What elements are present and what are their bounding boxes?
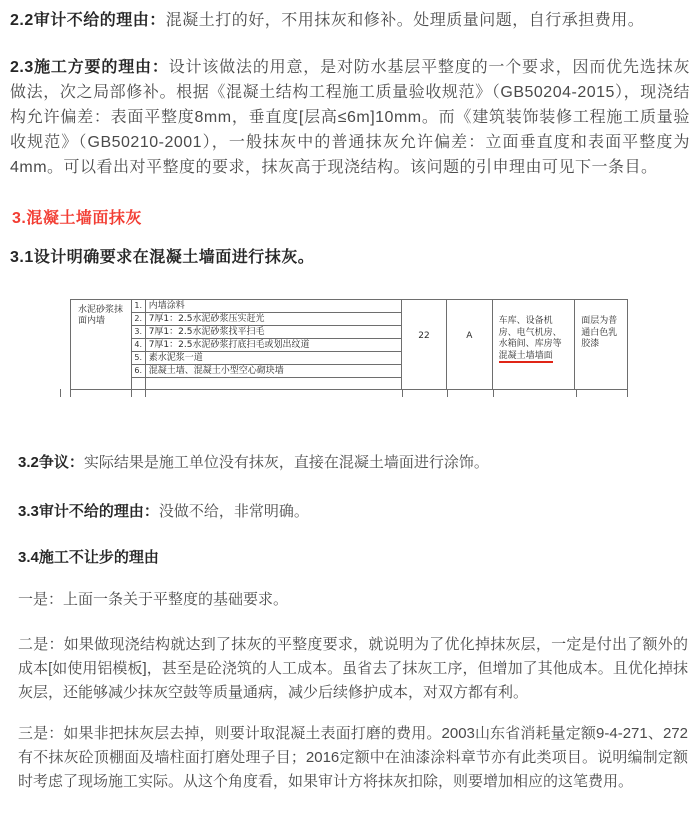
document-page bbox=[0, 8, 700, 836]
section-3-3-body: 没做不给，非常明确。 bbox=[158, 503, 309, 520]
table-partial-row bbox=[60, 389, 628, 397]
section-3-2-body: 实际结果是施工单位没有抹灰，直接在混凝土墙面进行涂饰。 bbox=[83, 454, 489, 471]
table-row-desc: 7厚1：2.5水泥砂浆打底扫毛或划出纹道 bbox=[148, 340, 310, 350]
partial-cell bbox=[60, 389, 71, 397]
location-text: 车库、设备机房、电气机房、水箱间、库房等 bbox=[498, 316, 562, 349]
table-row-desc: 素水泥浆一道 bbox=[148, 353, 203, 363]
table-row-number: 3. bbox=[132, 326, 146, 338]
section-2-2 bbox=[10, 8, 690, 33]
section-3-4-heading: 3.4施工不让步的理由 bbox=[18, 549, 159, 566]
table-cell-location bbox=[493, 300, 576, 389]
table-row-number: 5. bbox=[132, 352, 146, 364]
table-row-number: 6. bbox=[132, 365, 146, 377]
table-row bbox=[132, 313, 401, 326]
table-row-desc: 7厚1：2.5水泥砂浆压实赶光 bbox=[148, 314, 265, 324]
section-3-1: 3.1设计明确要求在混凝土墙面进行抹灰。 bbox=[10, 249, 315, 266]
table-row-number bbox=[132, 378, 146, 389]
table-row bbox=[132, 365, 401, 378]
section-2-3 bbox=[10, 55, 690, 180]
table-row-number: 4. bbox=[132, 339, 146, 351]
argument-point-2: 二是：如果做现浇结构就达到了抹灰的平整度要求，就说明为了优化掉抹灰层，一定是付出了额外的成本[如使用铝模板]，甚至是砼浇筑的人工成本。虽省去了抹灰工序，但增加了其他成本。且优化掉抹灰层，还能够减少抹灰空鼓等质量通病，减少后续修护成本，对双方都有利。 bbox=[18, 636, 688, 701]
table-row-number: 2. bbox=[132, 313, 146, 325]
table-cell-finish: 面层为普通白色乳胶漆 bbox=[581, 316, 618, 349]
partial-cell bbox=[494, 389, 577, 397]
partial-cell bbox=[146, 389, 403, 397]
table-cell-grade: A bbox=[447, 300, 493, 389]
table-row bbox=[132, 352, 401, 365]
partial-cell bbox=[577, 389, 628, 397]
partial-cell bbox=[403, 389, 448, 397]
section-2-3-label: 2.3施工方要的理由： bbox=[10, 59, 169, 76]
argument-point-1: 一是：上面一条关于平整度的基础要求。 bbox=[18, 591, 289, 608]
table-layer-list bbox=[132, 300, 402, 389]
section-2-3-body: 设计该做法的用意，是对防水基层平整度的一个要求，因而优先选抹灰做法，次之局部修补。根据《混凝土结构工程施工质量验收规范》（GB50204-2015），现浇结构允许偏差：表面平整度8mm，垂直度[层高≤6m]10mm。而《建筑装饰装修工程施工质量验收规范》（GB50210-2001），一般抹灰中的普通抹灰允许偏差：立面垂直度和表面平整度为4mm。可以看出对平整度的要求，抹灰高于现浇结构。该问题的引申理由可见下一条目。 bbox=[10, 59, 690, 176]
table-row-desc: 7厚1：2.5水泥砂浆找平扫毛 bbox=[148, 327, 265, 337]
location-underlined-concrete-wall: 混凝土墙 bbox=[499, 351, 535, 364]
section-2-2-body: 混凝土打的好，不用抹灰和修补。处理质量问题，自行承担费用。 bbox=[165, 12, 645, 29]
section-3-2-label: 3.2争议： bbox=[18, 454, 84, 471]
section-2-2-label: 2.2审计不给的理由： bbox=[10, 12, 166, 29]
table-row bbox=[132, 339, 401, 352]
table-row bbox=[132, 326, 401, 339]
table-row-number: 1. bbox=[132, 300, 146, 312]
table-row-empty bbox=[132, 378, 401, 389]
partial-cell bbox=[71, 389, 132, 397]
argument-point-3: 三是：如果非把抹灰层去掉，则要计取混凝土表面打磨的费用。2003山东省消耗量定额9-4-271、272有不抹灰砼顶棚面及墙柱面打磨处理子目；2016定额中在油漆涂料章节亦有此类项目。说明编制定额时考虑了现场施工实际。从这个角度看，如果审计方将抹灰扣除，则要增加相应的这笔费用。 bbox=[18, 725, 688, 790]
partial-cell bbox=[448, 389, 494, 397]
partial-cell bbox=[132, 389, 146, 397]
table-row-desc: 内墙涂料 bbox=[148, 301, 185, 311]
section-3-heading: 3.混凝土墙面抹灰 bbox=[12, 210, 142, 227]
table-row-desc: 混凝土墙、混凝土小型空心砌块墙 bbox=[148, 366, 284, 376]
table-cell-wall-type: 水泥砂浆抹面内墙 bbox=[71, 300, 132, 389]
table-row bbox=[132, 300, 401, 313]
table-row-desc bbox=[146, 378, 401, 389]
location-underlined-wall-face: 墙面 bbox=[535, 351, 553, 364]
section-3-2 bbox=[18, 451, 688, 475]
spec-table-image bbox=[70, 299, 628, 390]
section-3-3 bbox=[18, 500, 688, 524]
section-3-3-label: 3.3审计不给的理由： bbox=[18, 503, 159, 520]
table-cell-thickness: 22 bbox=[402, 300, 447, 389]
